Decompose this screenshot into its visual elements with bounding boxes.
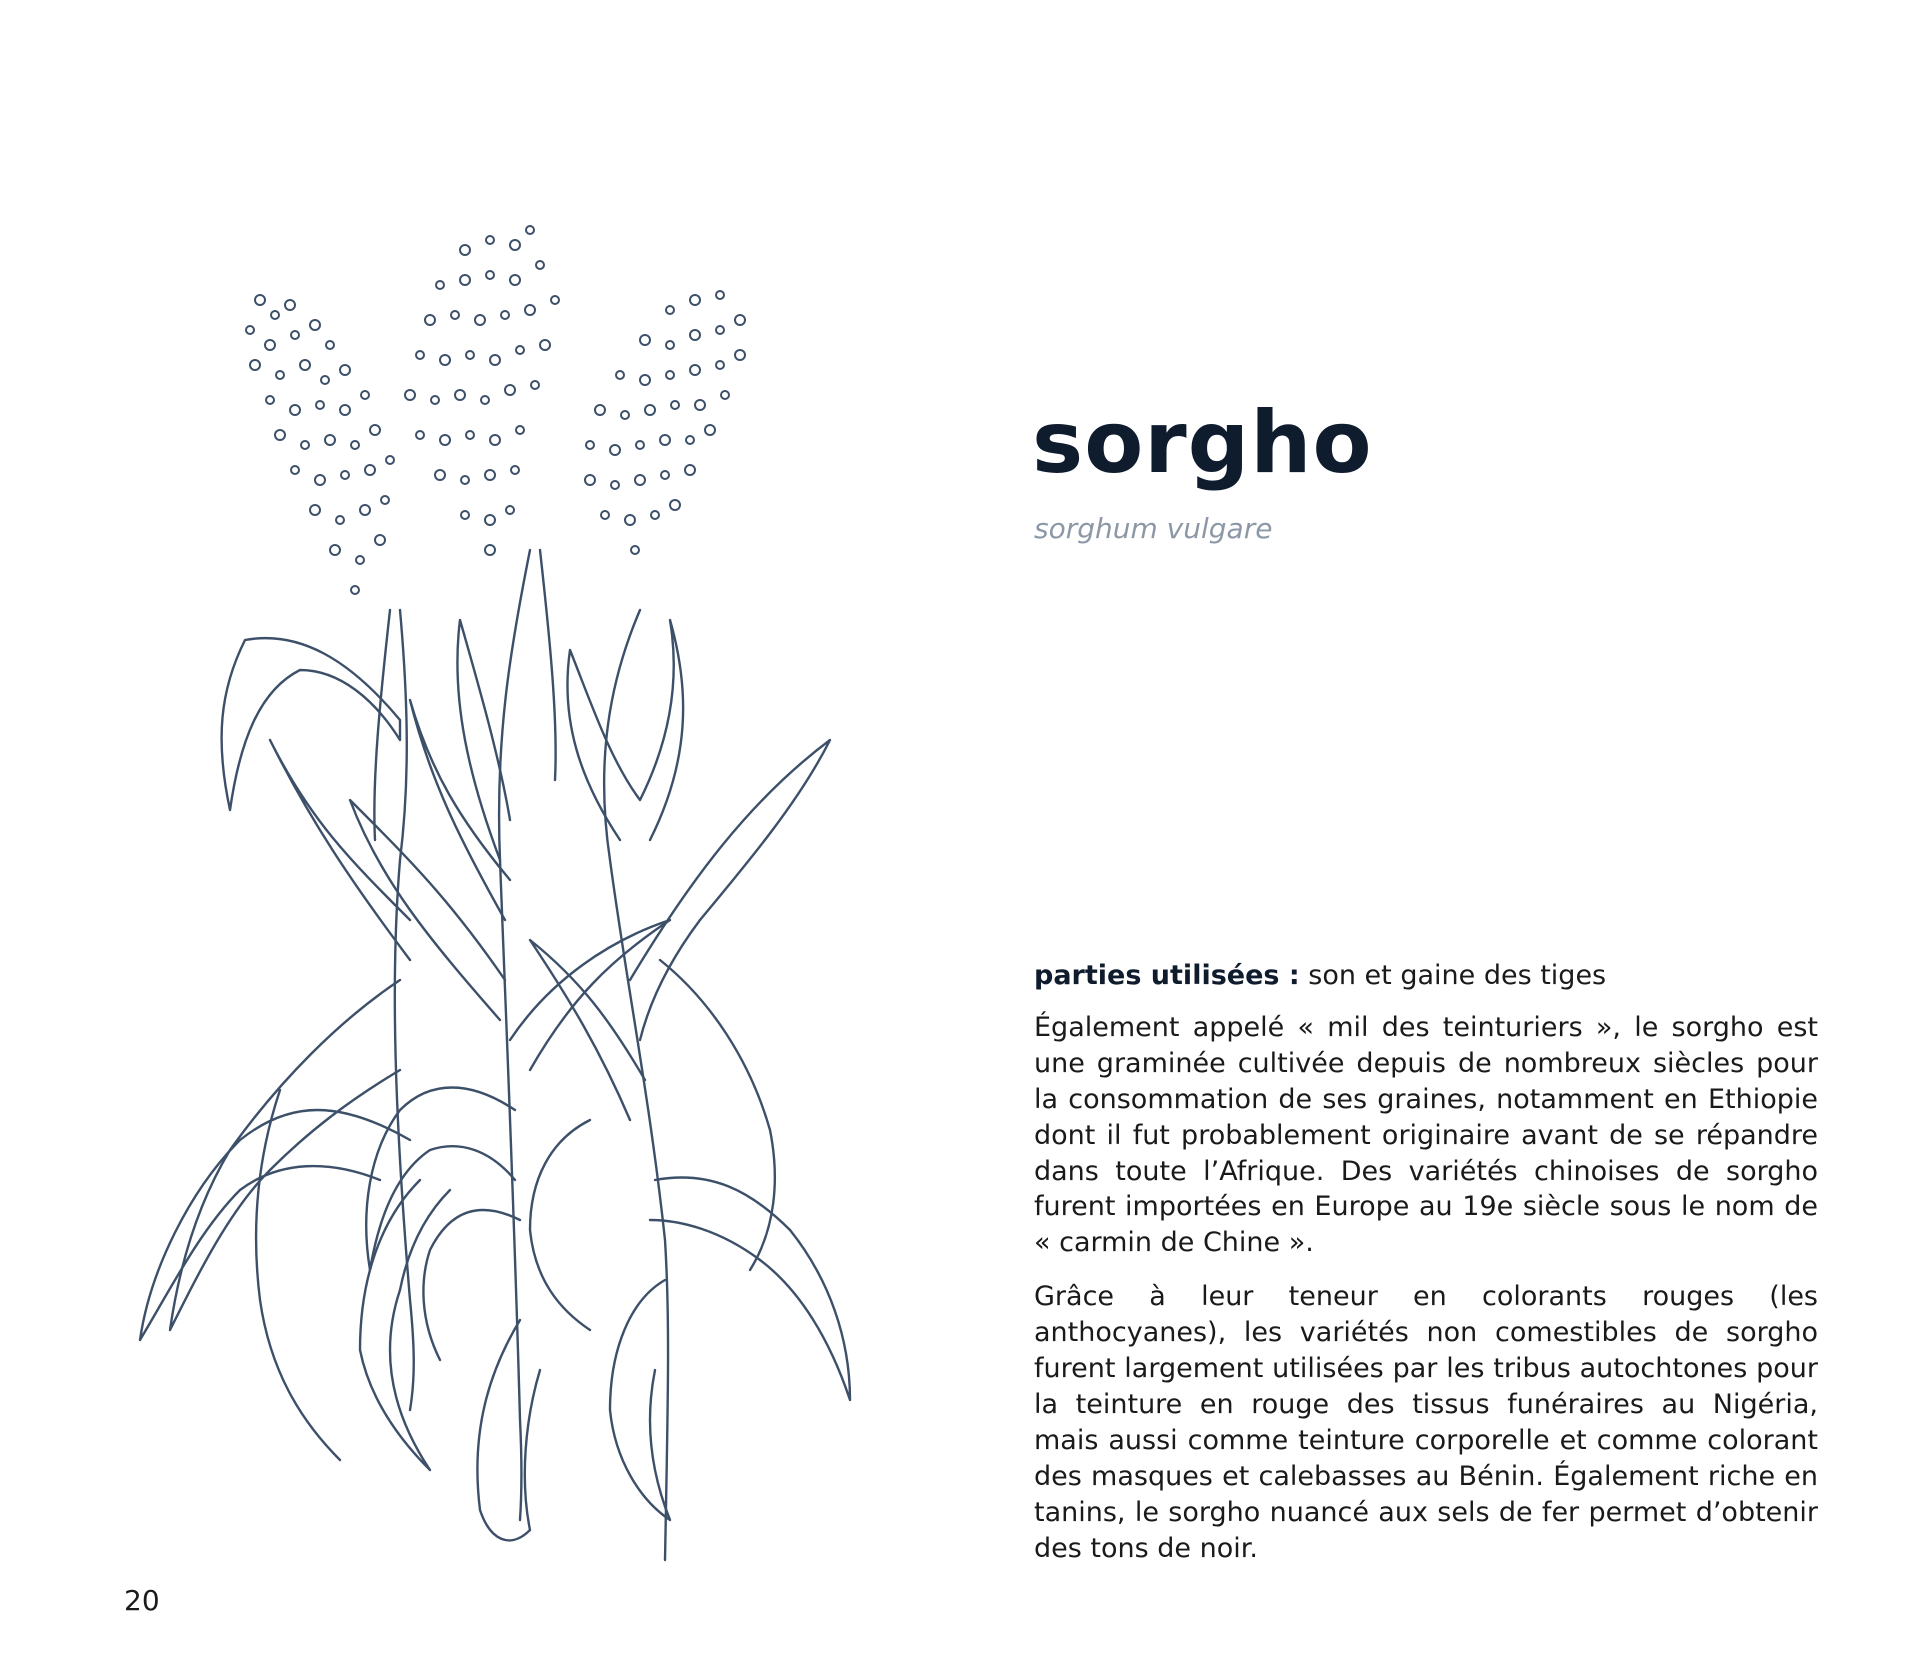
parts-used [1034, 958, 1818, 994]
description-block [1034, 958, 1818, 1585]
parts-used-value: son et gaine des tiges [1308, 960, 1607, 991]
scientific-name: sorghum vulgare [1034, 512, 1273, 545]
page-number: 20 [124, 1584, 160, 1617]
parts-used-label: parties utilisées : [1034, 960, 1300, 991]
description-paragraph-2: Grâce à leur teneur en colorants rouges (les anthocyanes), les variétés non comestibles de sorgho furent largement utilisées par les tribus autochtones pour la teinture en rouge des tissus funéraires au Nigéria, mais aussi comme teinture corporelle et comme colorant des masques et calebasses au Bénin. Également riche en tanins, le sorgho nuancé aux sels de fer permet d’obtenir des tons de noir. [1034, 1281, 1818, 1564]
page-title: sorgho [1032, 393, 1373, 493]
sorghum-plant-illustration [110, 220, 930, 1590]
description-paragraph-1: Également appelé « mil des teinturiers », le sorgho est une graminée cultivée depuis de nombreux siècles pour la consommation de ses graines, notamment en Ethiopie dont il fut probablement originaire avant de se répandre dans toute l’Afrique. Des variétés chinoises de sorgho furent importées en Europe au 19e siècle sous le nom de « carmin de Chine ». [1034, 1011, 1818, 1259]
